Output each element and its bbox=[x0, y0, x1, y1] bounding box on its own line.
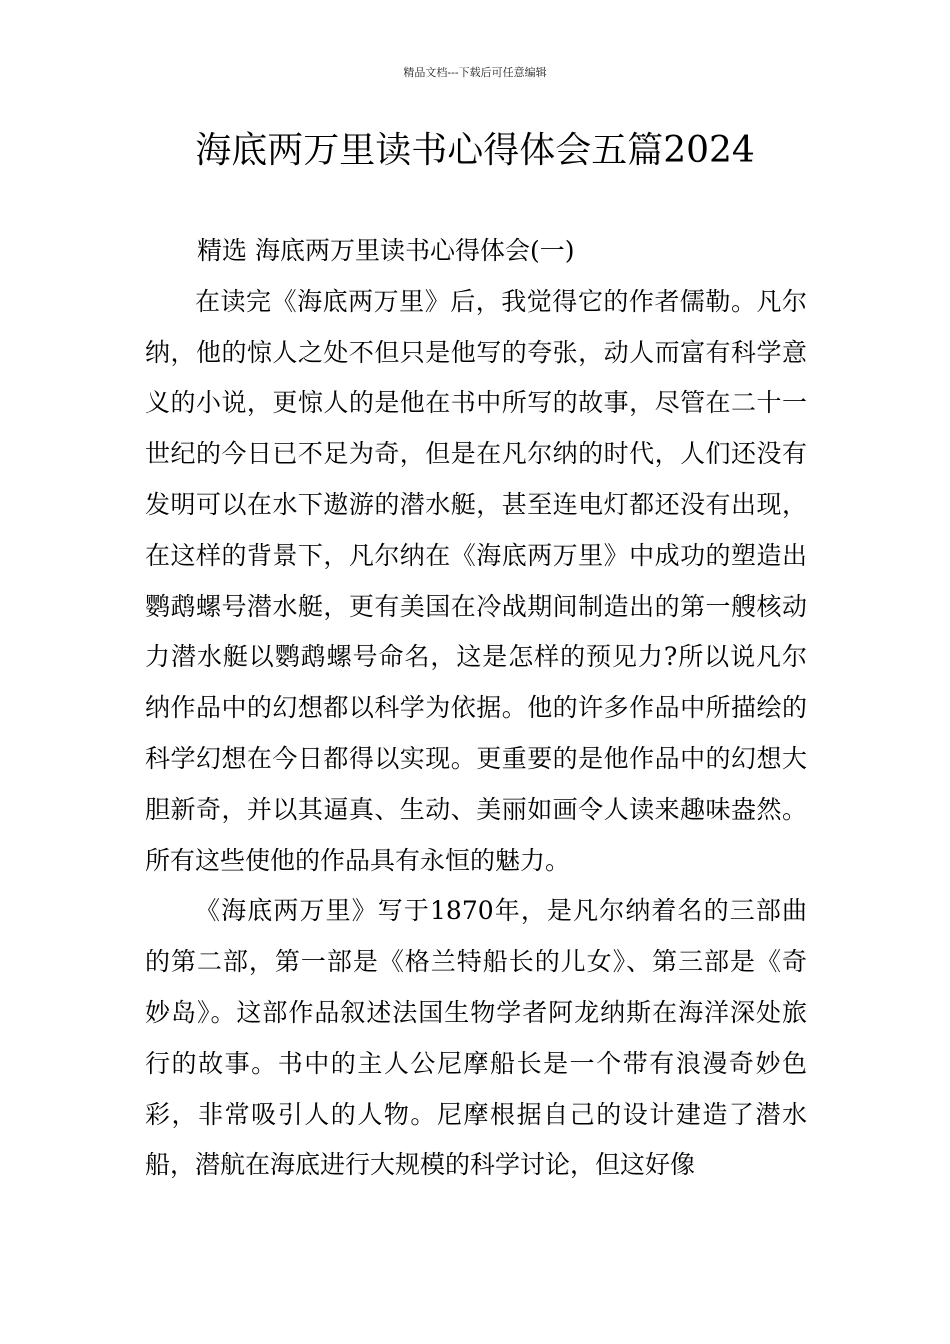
header-note: 精品文档---下载后可任意编辑 bbox=[403, 66, 547, 79]
section-heading: 精选 海底两万里读书心得体会(一) bbox=[197, 236, 575, 265]
document-title: 海底两万里读书心得体会五篇2024 bbox=[195, 130, 755, 171]
body-paragraph: 在读完《海底两万里》后，我觉得它的作者儒勒。凡尔纳，他的惊人之处不但只是他写的夸张，动人而富有科学意义的小说，更惊人的是他在书中所写的故事，尽管在二十一世纪的今日已不足为奇，但是在凡尔纳的时代，人们还没有发明可以在水下遨游的潜水艇，甚至连电灯都还没有出现，在这样的背景下，凡尔纳在《海底两万里》中成功的塑造出鹦鹉螺号潜水艇，更有美国在冷战期间制造出的第一艘核动力潜水艇以鹦鹉螺号命名，这是怎样的预见力?所以说凡尔纳作品中的幻想都以科学为依据。他的许多作品中所描绘的科学幻想在今日都得以实现。更重要的是他作品中的幻想大胆新奇，并以其逼真、生动、美丽如画令人读来趣味盎然。所有这些使他的作品具有永恒的魅力。 bbox=[145, 286, 807, 875]
body-paragraph: 《海底两万里》写于1870年，是凡尔纳着名的三部曲的第二部，第一部是《格兰特船长的儿女》、第三部是《奇妙岛》。这部作品叙述法国生物学者阿龙纳斯在海洋深处旅行的故事。书中的主人公尼摩船长是一个带有浪漫奇妙色彩，非常吸引人的人物。尼摩根据自己的设计建造了潜水船，潜航在海底进行大规模的科学讨论，但这好像 bbox=[145, 896, 807, 1180]
document-body bbox=[145, 226, 807, 1191]
